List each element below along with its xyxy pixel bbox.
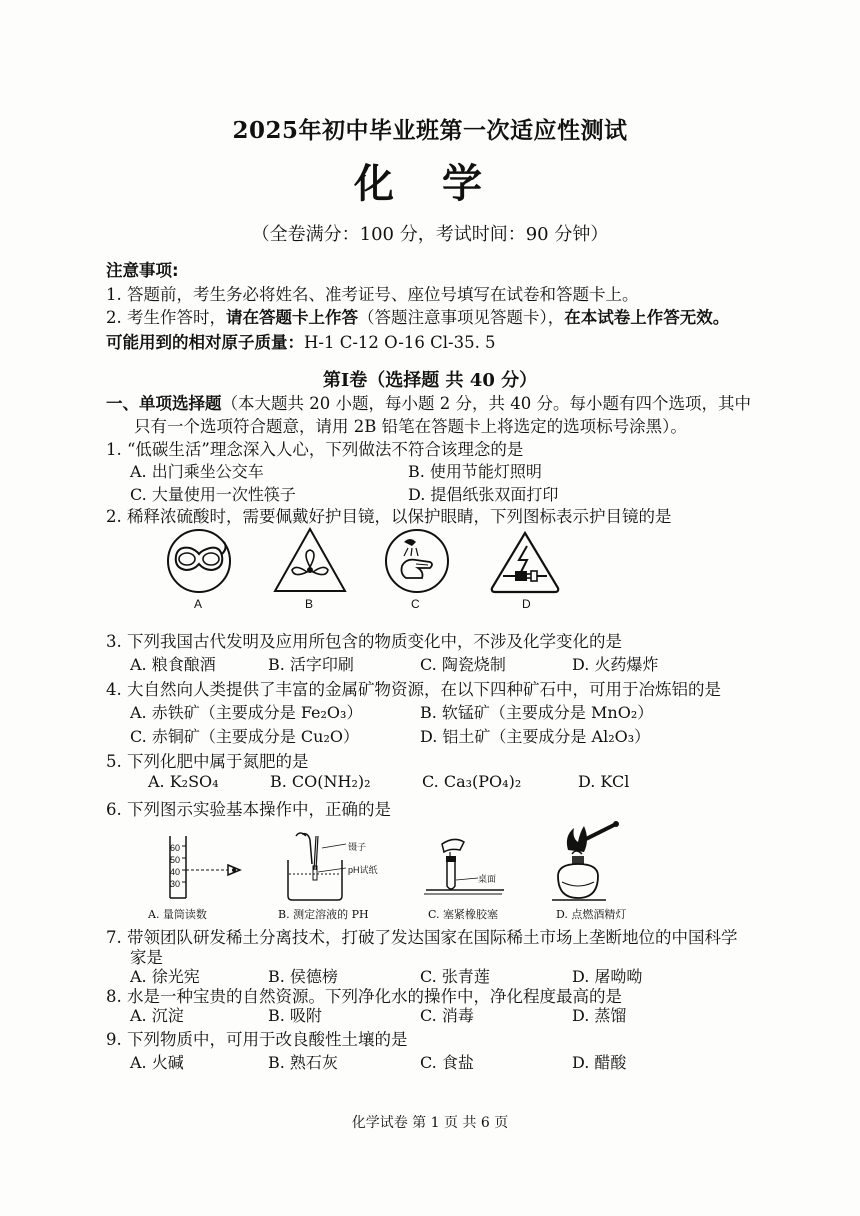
note-item-2 [106, 304, 729, 328]
question-7-stem-cont: 家是 [130, 948, 163, 967]
question-5-option-d: D. KCl [578, 772, 630, 791]
figure-6a-caption: A. 量筒读数 [148, 908, 207, 921]
question-4-option-d: D. 铝土矿（主要成分是 Al₂O₃） [420, 727, 651, 746]
question-8-option-b: B. 吸附 [268, 1006, 322, 1025]
question-7-option-a: A. 徐光宪 [130, 967, 200, 986]
figure-6b-caption: B. 测定溶液的 PH [278, 908, 369, 921]
radiation-fan-icon [272, 526, 348, 594]
question-1-option-c: C. 大量使用一次性筷子 [130, 485, 296, 504]
part-title: 一、单项选择题 [106, 394, 222, 413]
figure-6c-caption: C. 塞紧橡胶塞 [428, 908, 499, 921]
score-info: （全卷满分：100 分，考试时间：90 分钟） [251, 224, 609, 245]
question-5-stem: 5. 下列化肥中属于氮肥的是 [106, 752, 309, 771]
tabletop-label: 桌面 [478, 874, 497, 884]
question-1-option-d: D. 提倡纸张双面打印 [408, 485, 559, 504]
question-9-option-c: C. 食盐 [420, 1053, 474, 1072]
exam-title: 2025年初中毕业班第一次适应性测试 [232, 117, 628, 144]
note-item-2-a: 2. 考生作答时， [106, 308, 226, 327]
question-4-option-b: B. 软锰矿（主要成分是 MnO₂） [420, 703, 654, 722]
question-4-stem: 4. 大自然向人类提供了丰富的金属矿物资源，在以下四种矿石中，可用于冶炼铝的是 [106, 680, 721, 699]
tick-50: 50 [170, 855, 181, 865]
question-9-option-b: B. 熟石灰 [268, 1053, 338, 1072]
subject-title: 化学 [354, 160, 530, 207]
note-item-1: 1. 答题前，考生务必将姓名、准考证号、座位号填写在试卷和答题卡上。 [106, 285, 639, 304]
atomic-mass-line [106, 329, 496, 353]
notes-heading: 注意事项: [106, 261, 179, 280]
question-4-option-a: A. 赤铁矿（主要成分是 Fe₂O₃） [130, 703, 363, 722]
question-7-option-c: C. 张青莲 [420, 967, 490, 986]
question-5-option-b: B. CO(NH₂)₂ [270, 772, 371, 791]
atomic-mass-values: H-1 C-12 O-16 Cl-35. 5 [304, 333, 496, 352]
question-7-option-b: B. 侯德榜 [268, 967, 338, 986]
tick-30: 30 [170, 879, 181, 889]
page-footer: 化学试卷 第 1 页 共 6 页 [351, 1115, 509, 1131]
part-title-line [106, 390, 751, 414]
question-5-option-a: A. K₂SO₄ [148, 772, 219, 791]
part-desc-2: 只有一个选项符合题意，请用 2B 铅笔在答题卡上将选定的选项标号涂黑）。 [134, 417, 687, 436]
question-3-stem: 3. 下列我国古代发明及应用所包含的物质变化中，不涉及化学变化的是 [106, 632, 622, 651]
question-1-stem: 1. “低碳生活”理念深入人心，下列做法不符合该理念的是 [106, 440, 524, 459]
question-4-option-c: C. 赤铜矿（主要成分是 Cu₂O） [130, 727, 360, 746]
question-8-option-d: D. 蒸馏 [572, 1006, 627, 1025]
question-3-option-b: B. 活字印刷 [268, 655, 354, 674]
question-9-option-d: D. 醋酸 [572, 1053, 627, 1072]
note-item-2-b: 请在答题卡上作答 [226, 308, 358, 327]
question-3-option-a: A. 粮食酿酒 [130, 655, 216, 674]
icon-b-label: B [305, 597, 314, 611]
question-2-stem: 2. 稀释浓硫酸时，需要佩戴好护目镜，以保护眼睛，下列图标表示护目镜的是 [106, 507, 672, 526]
question-1-option-b: B. 使用节能灯照明 [408, 462, 542, 481]
question-8-option-a: A. 沉淀 [130, 1006, 184, 1025]
part-desc-1: （本大题共 20 小题，每小题 2 分，共 40 分。每小题有四个选项，其中 [221, 394, 751, 413]
question-3-option-c: C. 陶瓷烧制 [420, 655, 506, 674]
cylinder-ticks [170, 842, 180, 890]
question-6-stem: 6. 下列图示实验基本操作中，正确的是 [106, 800, 391, 819]
electric-hazard-icon [489, 530, 561, 594]
question-3-option-d: D. 火药爆炸 [572, 655, 659, 674]
ph-paper-label: pH试纸 [348, 865, 378, 875]
goggles-icon [166, 528, 232, 594]
question-8-stem: 8. 水是一种宝贵的自然资源。下列净化水的操作中，净化程度最高的是 [106, 987, 622, 1006]
alcohol-lamp-figure [544, 818, 622, 904]
question-9-stem: 9. 下列物质中，可用于改良酸性土壤的是 [106, 1030, 408, 1049]
atomic-mass-label: 可能用到的相对原子质量： [106, 333, 304, 352]
hand-wash-icon [384, 528, 450, 594]
icon-d-label: D [522, 597, 531, 611]
note-item-2-c: （答题注意事项见答题卡）， [358, 308, 565, 327]
section-heading: 第Ⅰ卷（选择题 共 40 分） [322, 370, 538, 391]
question-1-option-a: A. 出门乘坐公交车 [130, 462, 264, 481]
question-7-option-d: D. 屠呦呦 [572, 967, 643, 986]
question-8-option-c: C. 消毒 [420, 1006, 474, 1025]
note-item-2-d: 在本试卷上作答无效。 [564, 308, 730, 327]
tick-60: 60 [170, 843, 181, 853]
icon-a-label: A [194, 597, 203, 611]
question-9-option-a: A. 火碱 [130, 1053, 184, 1072]
tweezers-label: 镊子 [348, 842, 367, 852]
icon-c-label: C [411, 597, 420, 611]
tick-40: 40 [170, 867, 181, 877]
question-7-stem: 7. 带领团队研发稀土分离技术，打破了发达国家在国际稀土市场上垄断地位的中国科学 [106, 928, 738, 947]
rubber-stopper-figure [420, 830, 510, 902]
figure-6d-caption: D. 点燃酒精灯 [556, 908, 627, 921]
question-5-option-c: C. Ca₃(PO₄)₂ [422, 772, 522, 791]
